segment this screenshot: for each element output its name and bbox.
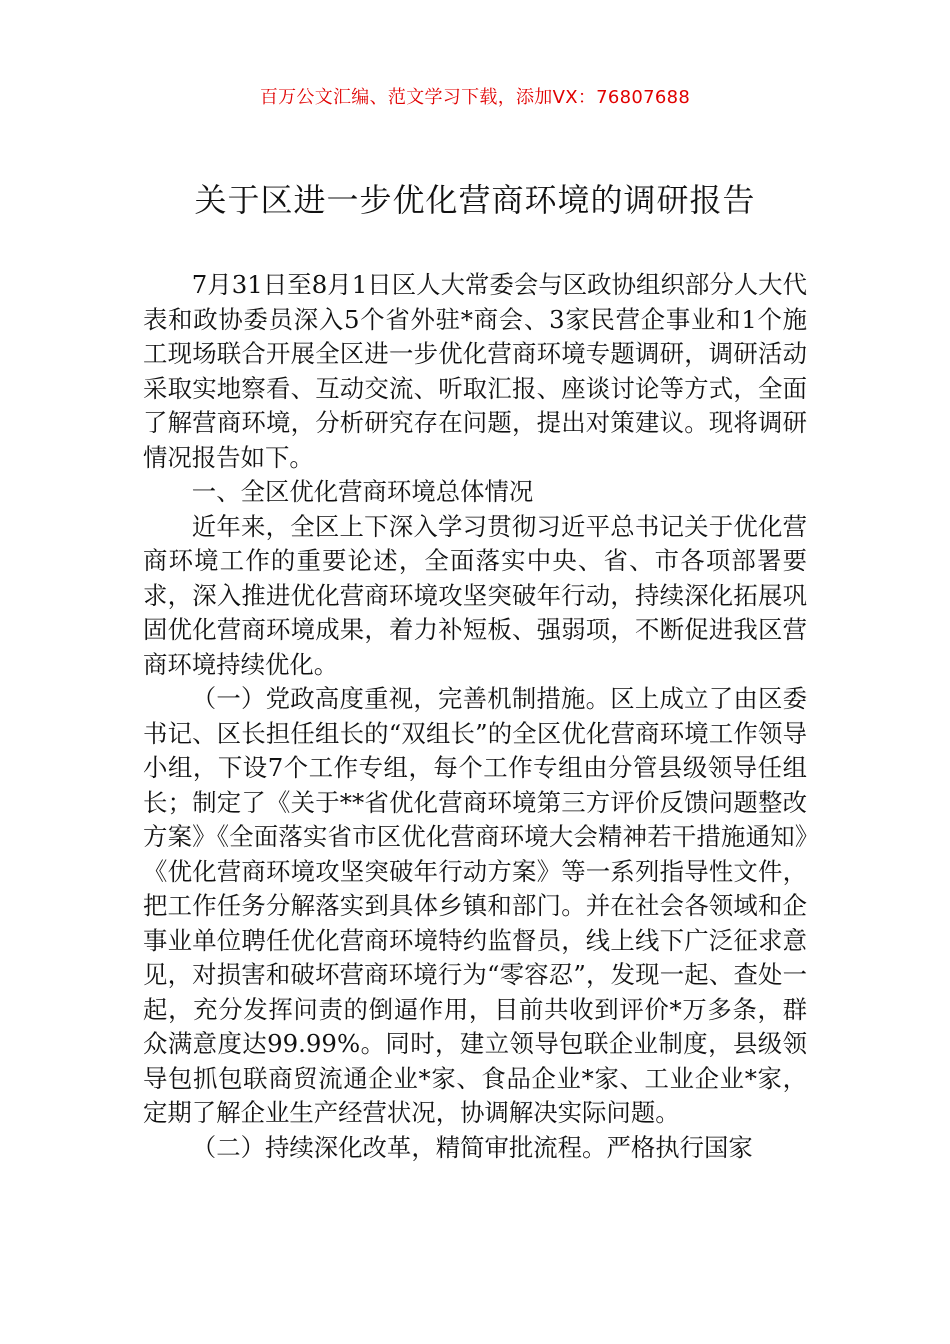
paragraph-subsection-2: （二）持续深化改革，精简审批流程。严格执行国家 <box>191 1132 753 1162</box>
paragraph-subsection-1: （一）党政高度重视，完善机制措施。区上成立了由区委书记、区长担任组长的“双组长”的全区优化营商环境工作领导小组，下设7个工作专组，每个工作专组由分管县级领导任组长；制定了《关于**省优化营商环境第三方评价反馈问题整改方案》《全面落实省市区优化营商环境大会精神若干措施通知》《优化营商环境攻坚突破年行动方案》等一系列指导性文件，把工作任务分解落实到具体乡镇和部门。并在社会各领域和企事业单位聘任优化营商环境特约监督员，线上线下广泛征求意见，对损害和破坏营商环境行为“零容忍”，发现一起、查处一起，充分发挥问责的倒逼作用，目前共收到评价*万多条，群众满意度达99.99%。同时，建立领导包联企业制度，县级领导包抓包联商贸流通企业*家、食品企业*家、工业企业*家，定期了解企业生产经营状况，协调解决实际问题。 <box>143 684 807 1127</box>
paragraph-intro: 7月31日至8月1日区人大常委会与区政协组织部分人大代表和政协委员深入5个省外驻*商会、3家民营企事业和1个施工现场联合开展全区进一步优化营商环境专题调研，调研活动采取实地察看、互动交流、听取汇报、座谈讨论等方式，全面了解营商环境，分析研究存在问题，提出对策建议。现将调研情况报告如下。 <box>143 270 807 472</box>
document-body <box>143 268 807 1165</box>
header-download-note: 百万公文汇编、范文学习下载，添加VX：76807688 <box>259 87 691 108</box>
section-heading-1: 一、全区优化营商环境总体情况 <box>191 477 534 506</box>
document-title: 关于区进一步优化营商环境的调研报告 <box>194 181 756 219</box>
paragraph-overview: 近年来，全区上下深入学习贯彻习近平总书记关于优化营商环境工作的重要论述，全面落实中央、省、市各项部署要求，深入推进优化营商环境攻坚突破年行动，持续深化拓展巩固优化营商环境成果，着力补短板、强弱项，不断促进我区营商环境持续优化。 <box>143 511 807 679</box>
